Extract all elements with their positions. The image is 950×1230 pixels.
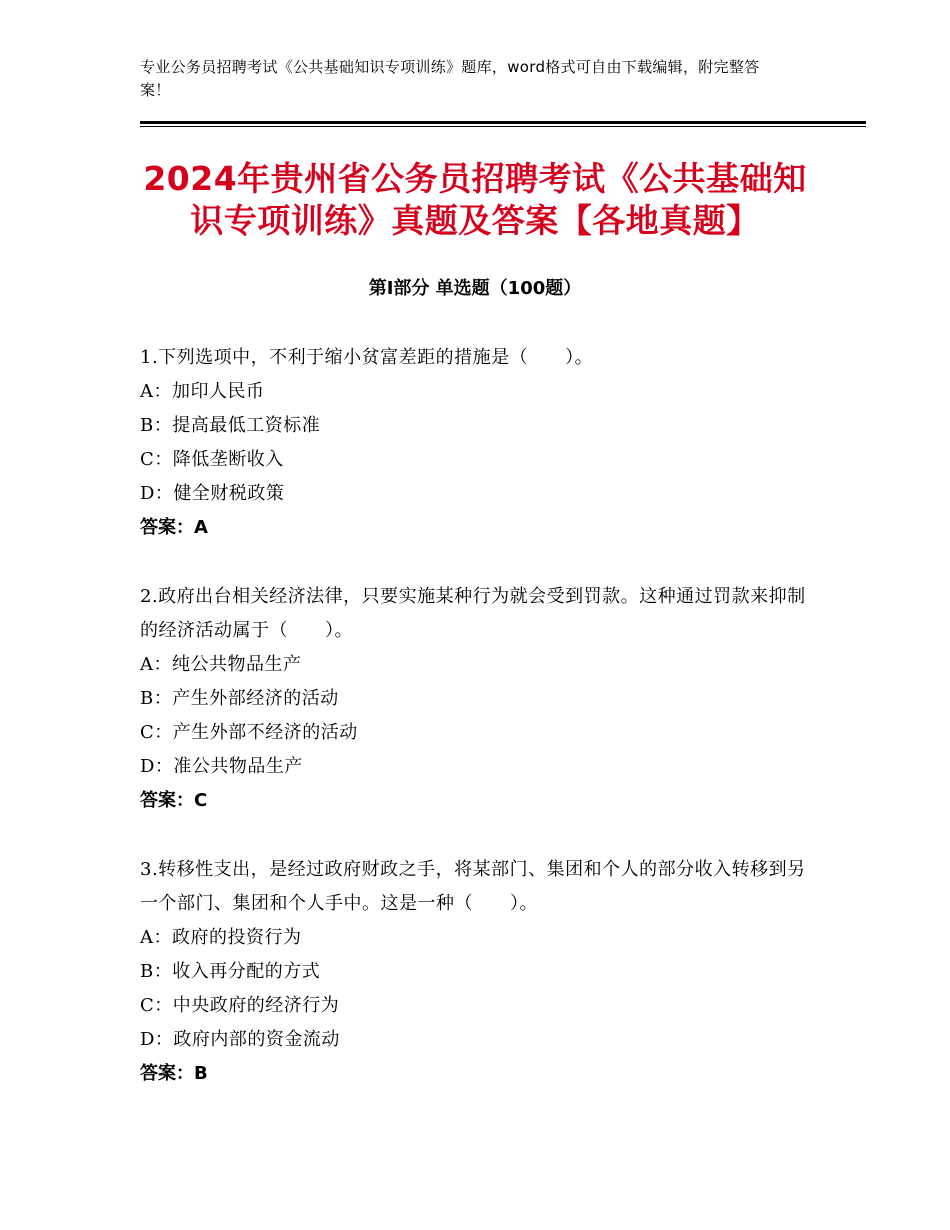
question-2-option-d: D：准公共物品生产 [140, 756, 303, 777]
question-1-option-b: B：提高最低工资标准 [140, 415, 321, 436]
header-rule-thin [140, 126, 866, 127]
question-3-option-d: D：政府内部的资金流动 [140, 1029, 340, 1050]
question-1-stem: 1.下列选项中，不利于缩小贫富差距的措施是（ ）。 [140, 347, 594, 368]
question-1-answer: 答案：A [140, 517, 208, 538]
question-2-answer: 答案：C [140, 790, 208, 811]
question-3-answer: 答案：B [140, 1063, 208, 1084]
question-1-option-a: A：加印人民币 [140, 381, 265, 402]
header-note: 专业公务员招聘考试《公共基础知识专项训练》题库，word格式可自由下载编辑，附完整答案！ [140, 58, 760, 99]
question-1-option-d: D：健全财税政策 [140, 483, 285, 504]
question-3-option-a: A：政府的投资行为 [140, 927, 302, 948]
section-title: 第Ⅰ部分 单选题（100题） [368, 278, 582, 299]
question-3-stem: 3.转移性支出，是经过政府财政之手，将某部门、集团和个人的部分收入转移到另一个部门、集团和个人手中。这是一种（ ）。 [140, 859, 806, 914]
question-2-option-c: C：产生外部不经济的活动 [140, 722, 358, 743]
question-2-stem: 2.政府出台相关经济法律，只要实施某种行为就会受到罚款。这种通过罚款来抑制的经济活动属于（ ）。 [140, 586, 806, 641]
question-2-option-a: A：纯公共物品生产 [140, 654, 302, 675]
document-title: 2024年贵州省公务员招聘考试《公共基础知识专项训练》真题及答案【各地真题】 [143, 159, 807, 240]
question-3-option-c: C：中央政府的经济行为 [140, 995, 340, 1016]
header-rule-thick [140, 121, 866, 124]
question-3-option-b: B：收入再分配的方式 [140, 961, 321, 982]
question-2-option-b: B：产生外部经济的活动 [140, 688, 339, 709]
question-1-option-c: C：降低垄断收入 [140, 449, 284, 470]
